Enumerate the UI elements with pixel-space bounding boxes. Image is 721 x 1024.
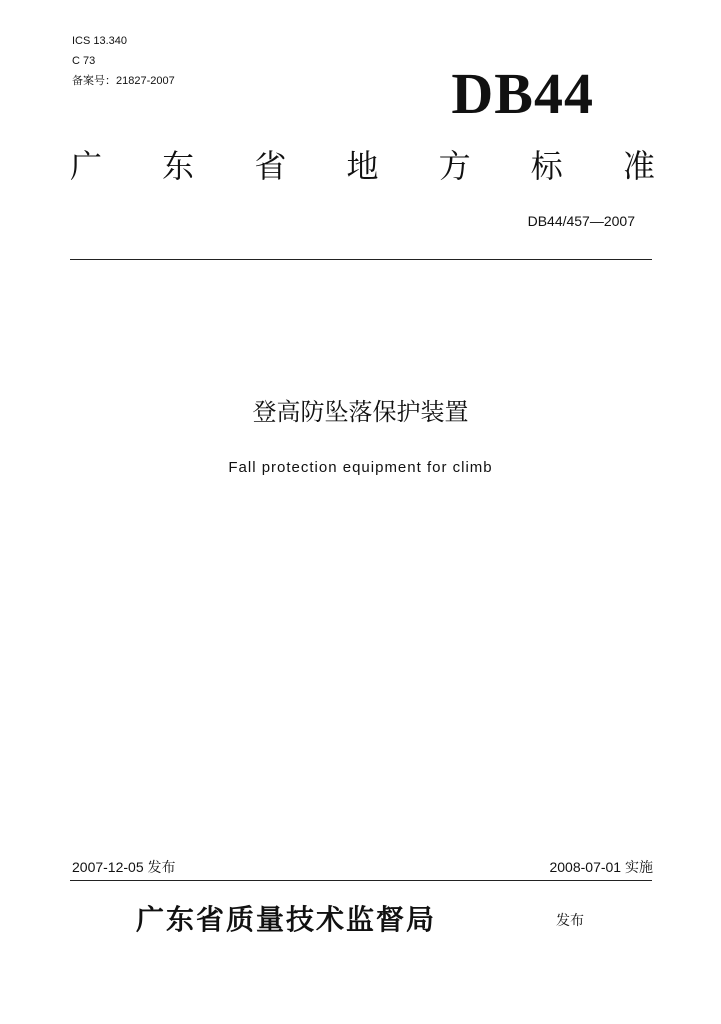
standard-type-char: 地 — [346, 147, 379, 185]
standard-type-char: 准 — [622, 147, 655, 185]
ics-code: ICS 13.340 — [72, 35, 128, 47]
record-number: 备案号：21827-2007 — [72, 75, 175, 87]
top-divider — [70, 259, 652, 260]
standard-type-char: 省 — [254, 147, 287, 185]
standard-type-char: 标 — [530, 147, 563, 185]
implementation-date: 2008-07-01 实施 — [549, 859, 653, 875]
db-code-logo: DB44 — [451, 61, 594, 126]
document-title-english: Fall protection equipment for climb — [228, 459, 493, 476]
standard-type-char: 广 — [70, 147, 103, 185]
issuing-authority: 广东省质量技术监督局 — [136, 903, 437, 936]
document-title-chinese: 登高防坠落保护装置 — [252, 398, 469, 426]
standard-type-char: 东 — [162, 147, 195, 185]
ccs-code: C 73 — [72, 55, 96, 67]
issue-date: 2007-12-05 发布 — [72, 859, 176, 875]
issuing-label: 发布 — [556, 913, 584, 929]
standard-type-char: 方 — [438, 147, 471, 185]
standard-type-heading — [70, 146, 655, 186]
bottom-divider — [70, 880, 652, 881]
standard-number: DB44/457—2007 — [527, 213, 635, 229]
